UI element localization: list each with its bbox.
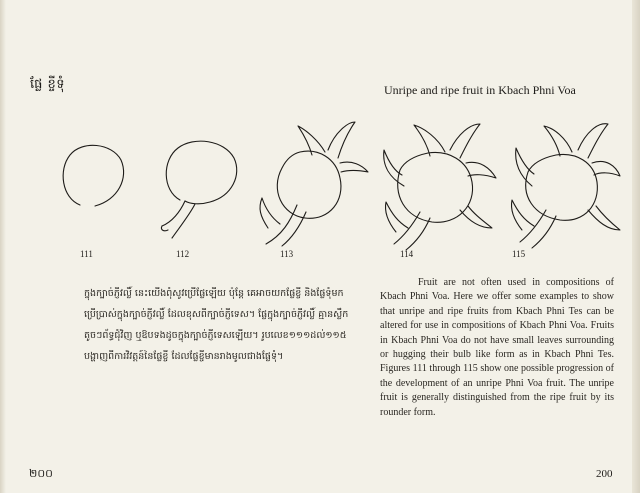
khmer-paragraph: ក្នុងក្បាច់ភ្ញីវល្លិ៍ នេះយើងពុំសូវប្រើផ្លែឡើយ ប៉ុន្តែ គេអាចយកផ្លែខ្ចី និងផ្លែទុំមកប្រើប្រាស់ក្នុងក្បាច់ភ្ញីវល្លិ៍ ដែលខុសពីក្បាច់ភ្ញីទេស។ ផ្លែក្នុងក្បាច់ភ្ញីវល្លិ៍ គ្មានស្លឹកតូចៗព័ទ្ធជុំវិញ ឬឱបទងដូចក្នុងក្បាច់ភ្ញីទេសឡើយ។ រូបលេខ១១១ដល់១១៥ បង្ហាញពីការវិវត្តន៍នៃផ្លែខ្ចី ដែលផ្លែខ្ចីមានរាងមូលជាងផ្លែទុំ។ bbox=[84, 288, 349, 362]
page-number-left: ២០០ bbox=[29, 467, 53, 480]
english-section-title: Unripe and ripe fruit in Kbach Phni Voa bbox=[384, 83, 576, 97]
figure-114-drawing bbox=[384, 124, 496, 250]
fruit-figures bbox=[0, 105, 640, 265]
figure-number: 112 bbox=[176, 249, 190, 259]
khmer-section-title: ផ្លែ ខ្ចីទុំ bbox=[30, 77, 66, 92]
figure-115-drawing bbox=[511, 124, 620, 248]
figure-number: 114 bbox=[400, 249, 414, 259]
page-number-right: 200 bbox=[596, 468, 613, 480]
english-paragraph-block bbox=[380, 276, 614, 420]
figure-number: 113 bbox=[280, 249, 294, 259]
figure-113-drawing bbox=[260, 122, 368, 246]
english-paragraph: Fruit are not often used in compositions of Kbach Phni Voa. Here we offer some examples to show that unripe and ripe fruits from Kbach Phni Tes can be altered for use in compositions of Kbach Phni Voa. Fruits in Kbach Phni Voa do not have small leaves surrounding or hugging their bulb like form as in Kbach Phni Tes. Figures 111 through 115 show one possible progression of the development of an unripe Phni Voa fruit. The unripe fruit is generally distinguished from the ripe fruit by its rounder form. bbox=[380, 277, 614, 418]
figure-111-drawing bbox=[63, 145, 123, 206]
figure-112-drawing bbox=[161, 141, 236, 238]
figure-number: 111 bbox=[80, 249, 93, 259]
figure-number: 115 bbox=[512, 249, 526, 259]
